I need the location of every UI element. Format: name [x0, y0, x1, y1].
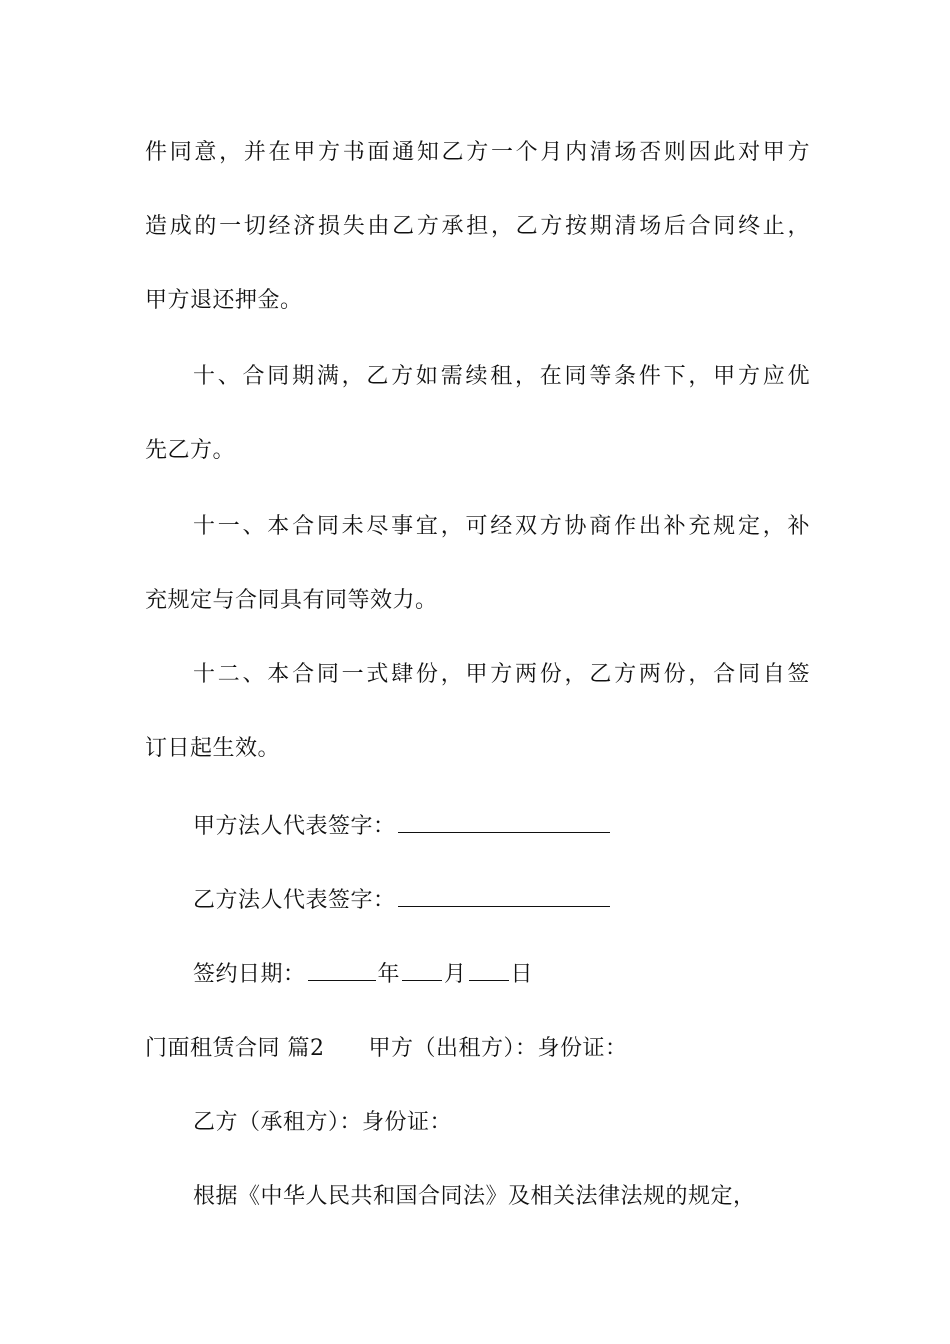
paragraph-line: 甲方退还押金。 — [145, 288, 303, 313]
month-blank[interactable] — [402, 958, 442, 981]
year-blank[interactable] — [308, 958, 376, 981]
clause-10-line: 十、合同期满，乙方如需续租，在同等条件下，甲方应优 — [193, 364, 810, 389]
party-b-signature-line — [193, 884, 810, 916]
clause-11-line: 充规定与合同具有同等效力。 — [145, 588, 438, 613]
party-a-signature-blank[interactable] — [398, 810, 610, 833]
section-2-heading: 门面租赁合同 篇2 — [145, 1036, 325, 1061]
clause-11-line: 十一、本合同未尽事宜，可经双方协商作出补充规定，补 — [193, 514, 810, 539]
signing-date-line — [193, 958, 810, 990]
month-label: 月 — [444, 962, 467, 987]
legal-basis-line: 根据《中华人民共和国合同法》及相关法律法规的规定， — [193, 1184, 756, 1209]
year-label: 年 — [377, 962, 401, 987]
party-b-signature-label: 乙方法人代表签字： — [193, 888, 396, 913]
clause-12-line: 十二、本合同一式肆份，甲方两份，乙方两份，合同自签 — [193, 662, 810, 687]
day-label: 日 — [510, 962, 534, 987]
party-b-signature-blank[interactable] — [398, 884, 610, 907]
lessor-line: 甲方（出租方）：身份证： — [368, 1036, 628, 1061]
party-a-signature-line — [193, 810, 810, 842]
paragraph-line: 件同意，并在甲方书面通知乙方一个月内清场否则因此对甲方 — [145, 140, 810, 165]
clause-10-line: 先乙方。 — [145, 438, 236, 463]
paragraph-line: 造成的一切经济损失由乙方承担，乙方按期清场后合同终止， — [145, 214, 810, 239]
signing-date-label: 签约日期： — [193, 962, 306, 987]
section-2-line — [145, 1034, 810, 1064]
lessee-line: 乙方（承租方）：身份证： — [193, 1110, 453, 1135]
day-blank[interactable] — [469, 958, 509, 981]
party-a-signature-label: 甲方法人代表签字： — [193, 814, 396, 839]
clause-12-line: 订日起生效。 — [145, 736, 281, 761]
